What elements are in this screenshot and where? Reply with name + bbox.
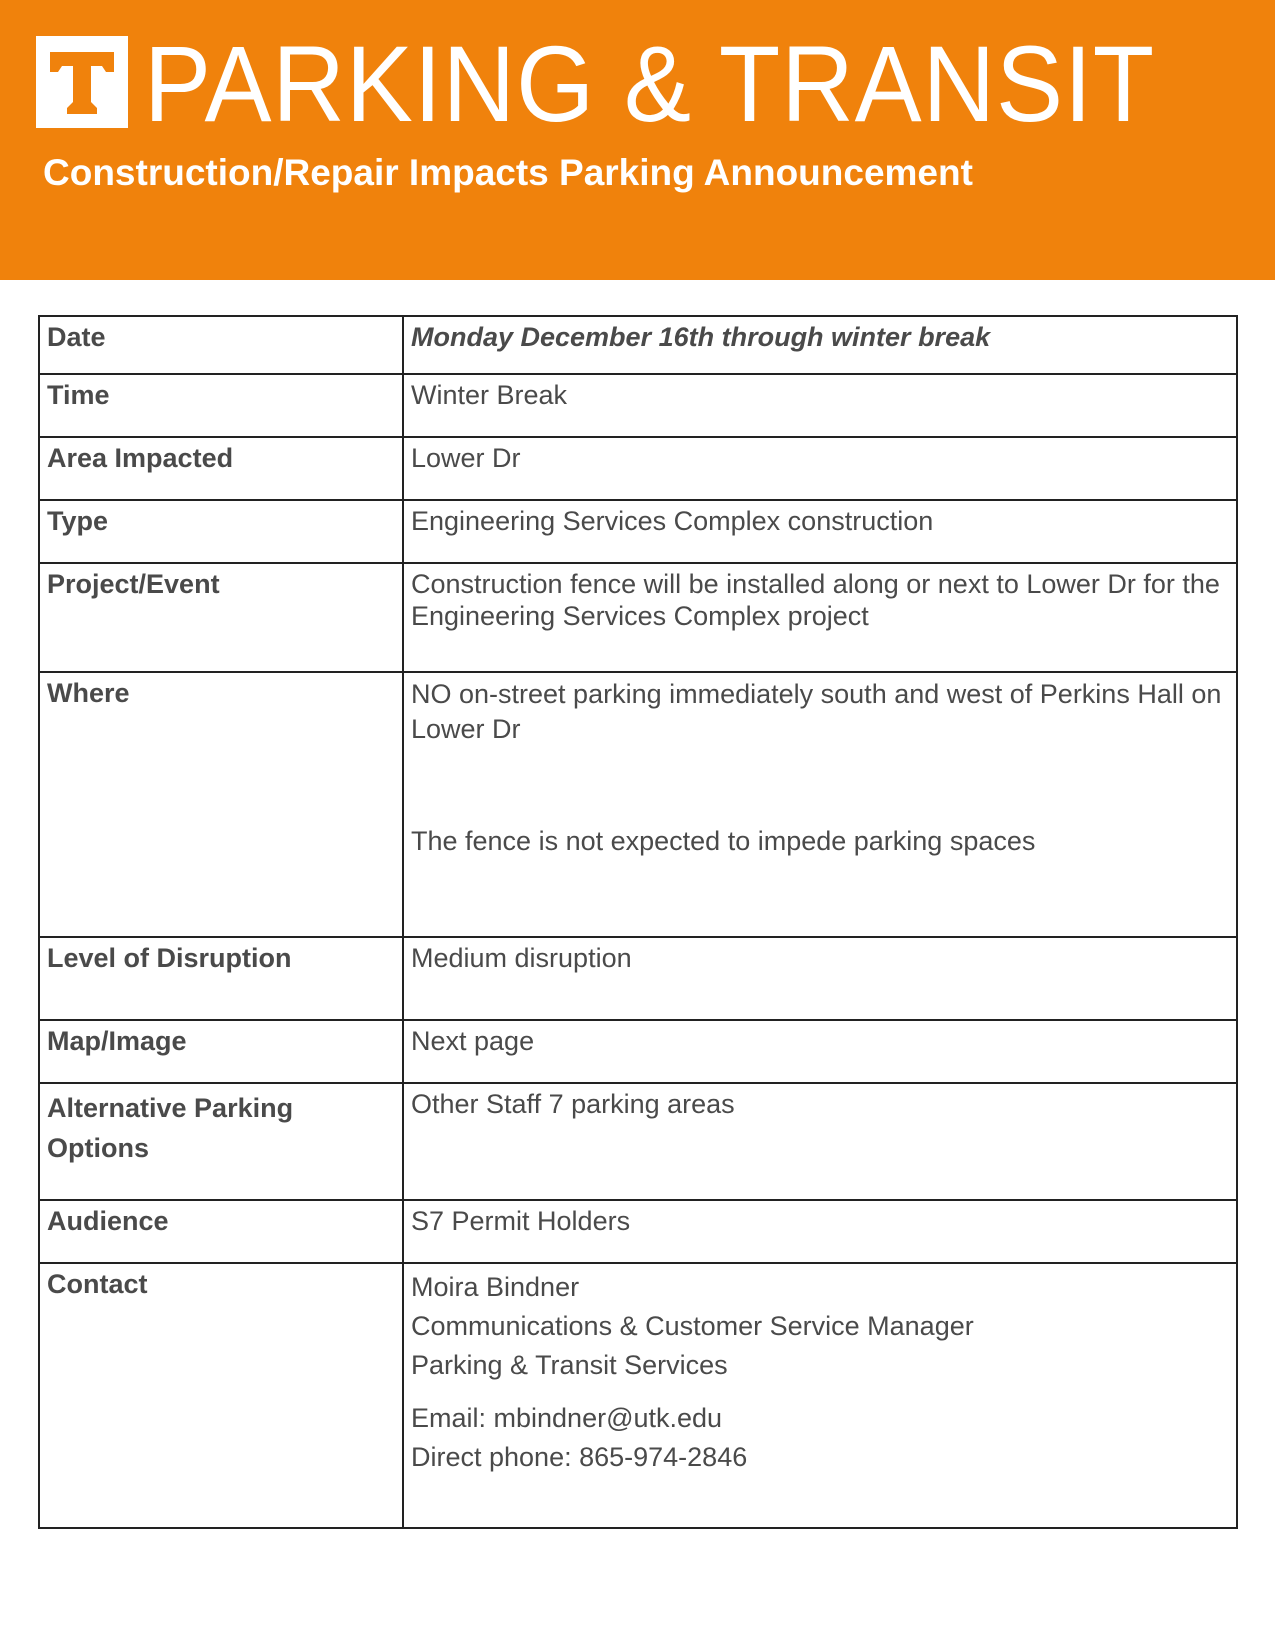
announcement-subtitle: Construction/Repair Impacts Parking Announcement [43, 152, 973, 193]
alt-value: Other Staff 7 parking areas [403, 1083, 1237, 1200]
contact-phone: Direct phone: 865-974-2846 [411, 1442, 748, 1472]
type-value: Engineering Services Complex construction [403, 500, 1237, 563]
row-where [39, 672, 1237, 937]
where-label: Where [39, 672, 403, 937]
audience-value: S7 Permit Holders [403, 1200, 1237, 1263]
disruption-label: Level of Disruption [39, 937, 403, 1020]
where-value-1: NO on-street parking immediately south and west of Perkins Hall on Lower Dr [411, 679, 1222, 744]
row-contact [39, 1263, 1237, 1528]
time-label: Time [39, 374, 403, 437]
audience-label: Audience [39, 1200, 403, 1263]
where-value-2: The fence is not expected to impede parking spaces [411, 826, 1036, 856]
row-project [39, 563, 1237, 672]
map-value: Next page [403, 1020, 1237, 1083]
disruption-value: Medium disruption [403, 937, 1237, 1020]
contact-label: Contact [39, 1263, 403, 1528]
row-map [39, 1020, 1237, 1083]
contact-department: Parking & Transit Services [411, 1350, 728, 1380]
row-alternative [39, 1083, 1237, 1200]
project-label: Project/Event [39, 563, 403, 672]
area-label: Area Impacted [39, 437, 403, 500]
row-time [39, 374, 1237, 437]
tennessee-t-logo [36, 36, 128, 128]
contact-cell [403, 1263, 1237, 1528]
type-label: Type [39, 500, 403, 563]
row-area [39, 437, 1237, 500]
map-label: Map/Image [39, 1020, 403, 1083]
announcement-table [38, 315, 1238, 1529]
time-value: Winter Break [403, 374, 1237, 437]
contact-title: Communications & Customer Service Manager [411, 1311, 974, 1341]
area-value: Lower Dr [403, 437, 1237, 500]
brand-title: PARKING & TRANSIT [144, 23, 1156, 144]
row-disruption [39, 937, 1237, 1020]
row-type [39, 500, 1237, 563]
where-cell [403, 672, 1237, 937]
project-value: Construction fence will be installed along or next to Lower Dr for the Engineering Services Complex project [403, 563, 1237, 672]
date-value: Monday December 16th through winter break [403, 316, 1237, 374]
row-date [39, 316, 1237, 374]
row-audience [39, 1200, 1237, 1263]
header-banner [0, 0, 1275, 280]
contact-email: Email: mbindner@utk.edu [411, 1403, 723, 1433]
alt-label: Alternative Parking Options [39, 1083, 403, 1200]
date-label: Date [39, 316, 403, 374]
contact-name: Moira Bindner [411, 1272, 580, 1302]
